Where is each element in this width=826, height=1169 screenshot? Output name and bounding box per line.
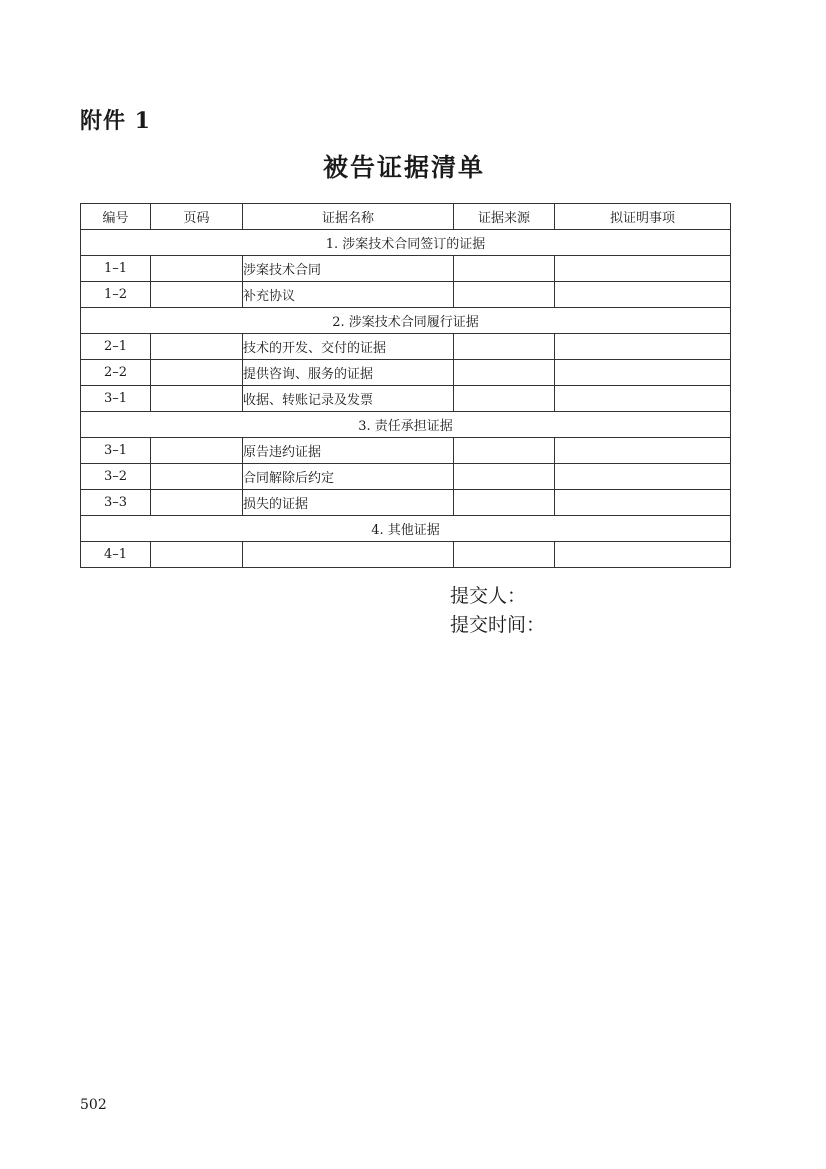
section-row	[81, 308, 731, 334]
row-purpose	[555, 542, 731, 568]
row-purpose	[555, 438, 731, 464]
row-page	[151, 256, 243, 282]
evidence-table	[80, 203, 731, 568]
row-purpose	[555, 360, 731, 386]
header-evidence-name: 证据名称	[243, 204, 454, 230]
header-number: 编号	[81, 204, 151, 230]
row-page	[151, 334, 243, 360]
row-number: 3–2	[81, 464, 151, 490]
row-evidence-name: 原告违约证据	[243, 438, 454, 464]
row-evidence-name: 合同解除后约定	[243, 464, 454, 490]
table-row	[81, 360, 731, 386]
row-purpose	[555, 490, 731, 516]
row-evidence-name	[243, 542, 454, 568]
submitter-block	[450, 582, 545, 640]
row-evidence-name: 收据、转账记录及发票	[243, 386, 454, 412]
section-heading: 2. 涉案技术合同履行证据	[81, 308, 731, 334]
row-number: 2–2	[81, 360, 151, 386]
table-row	[81, 490, 731, 516]
row-number: 1–1	[81, 256, 151, 282]
row-page	[151, 282, 243, 308]
table-row	[81, 334, 731, 360]
section-row	[81, 230, 731, 256]
row-source	[454, 438, 555, 464]
row-number: 3–1	[81, 438, 151, 464]
row-page	[151, 542, 243, 568]
row-purpose	[555, 334, 731, 360]
row-number: 4–1	[81, 542, 151, 568]
row-source	[454, 490, 555, 516]
section-heading: 4. 其他证据	[81, 516, 731, 542]
row-evidence-name: 涉案技术合同	[243, 256, 454, 282]
attachment-label: 附件 1	[80, 108, 151, 134]
row-purpose	[555, 386, 731, 412]
row-page	[151, 438, 243, 464]
row-source	[454, 282, 555, 308]
row-purpose	[555, 282, 731, 308]
header-evidence-source: 证据来源	[454, 204, 555, 230]
row-source	[454, 542, 555, 568]
row-page	[151, 360, 243, 386]
row-purpose	[555, 464, 731, 490]
section-heading: 1. 涉案技术合同签订的证据	[81, 230, 731, 256]
table-header-row	[81, 204, 731, 230]
document-title: 被告证据清单	[322, 153, 485, 182]
row-evidence-name: 补充协议	[243, 282, 454, 308]
row-page	[151, 464, 243, 490]
row-number: 1–2	[81, 282, 151, 308]
row-evidence-name: 提供咨询、服务的证据	[243, 360, 454, 386]
row-source	[454, 360, 555, 386]
row-number: 3–1	[81, 386, 151, 412]
submit-time-label: 提交时间：	[450, 614, 546, 636]
table-row	[81, 438, 731, 464]
section-row	[81, 516, 731, 542]
page-number: 502	[80, 1097, 107, 1113]
section-row	[81, 412, 731, 438]
header-page: 页码	[151, 204, 243, 230]
row-source	[454, 464, 555, 490]
row-number: 2–1	[81, 334, 151, 360]
row-source	[454, 386, 555, 412]
row-page	[151, 386, 243, 412]
row-evidence-name: 损失的证据	[243, 490, 454, 516]
row-number: 3–3	[81, 490, 151, 516]
row-source	[454, 256, 555, 282]
table-row	[81, 464, 731, 490]
row-evidence-name: 技术的开发、交付的证据	[243, 334, 454, 360]
table-row	[81, 542, 731, 568]
table-row	[81, 256, 731, 282]
row-source	[454, 334, 555, 360]
submitter-label: 提交人：	[450, 585, 527, 607]
table-row	[81, 282, 731, 308]
table-row	[81, 386, 731, 412]
section-heading: 3. 责任承担证据	[81, 412, 731, 438]
header-purpose: 拟证明事项	[555, 204, 731, 230]
row-page	[151, 490, 243, 516]
row-purpose	[555, 256, 731, 282]
